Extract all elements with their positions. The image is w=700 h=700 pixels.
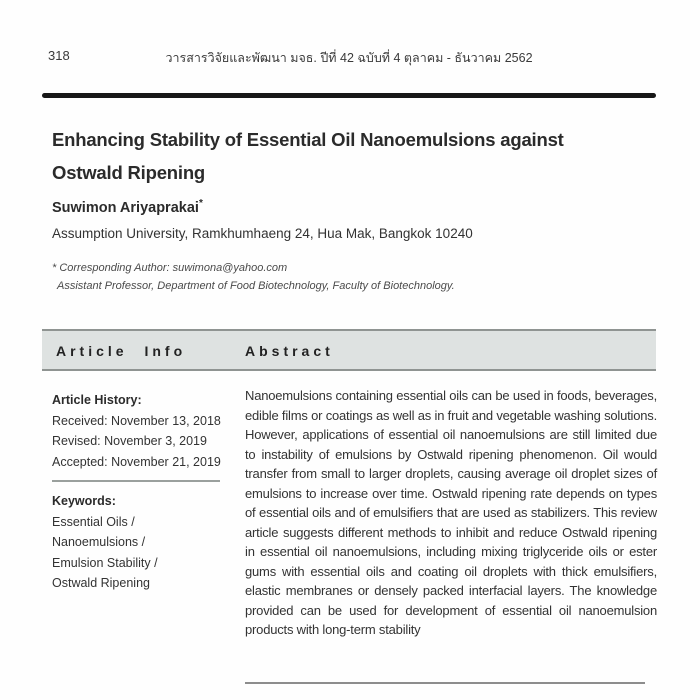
info-divider [52, 480, 220, 482]
abstract-column [245, 386, 657, 640]
article-history-heading: Article History: [52, 393, 142, 407]
journal-header: วารสารวิจัยและพัฒนา มจธ. ปีที่ 42 ฉบับที่ 4 ตุลาคม - ธันวาคม 2562 [165, 51, 533, 65]
history-received: Received: November 13, 2018 [52, 413, 221, 428]
history-revised: Revised: November 3, 2019 [52, 434, 207, 448]
corresponding-author-line: * Corresponding Author: suwimona@yahoo.com [52, 262, 288, 274]
corresponding-author-asterisk: * [198, 198, 203, 209]
keyword-essential-oils: Essential Oils / [52, 514, 135, 529]
history-accepted: Accepted: November 21, 2019 [52, 454, 221, 469]
header-rule [42, 93, 656, 98]
keyword-nanoemulsions: Nanoemulsions / [52, 535, 146, 549]
corresponding-note [52, 259, 455, 295]
article-info-column [52, 390, 244, 594]
abstract-heading: Abstract [245, 343, 334, 359]
author-name-text: Suwimon Ariyaprakai [52, 199, 199, 216]
keyword-emulsion-stability: Emulsion Stability / [52, 555, 158, 570]
abstract-text: Nanoemulsions containing essential oils can be used in foods, beverages, edible films or coatings as well as in fruit and vegetable washing solutions. However, applications of essential oil nanoemulsions are still limited due to instability of emulsions by Ostwald ripening phenomenon. Oil would transfer from small to larger droplets, causing average oil droplet sizes of emulsions to increase over time. Ostwald ripening rate depends on types of essential oils and of emulsifiers that are used as stabilizers. This review article suggests different methods to inhibit and reduce Ostwald ripening in essential oil nanoemulsions, including mixing triglyceride oils or ester gums with essential oils and coating oil droplets with thick emulsifiers, elastic membranes or densely packed interfacial layers. The knowledge provided can be used for development of essential oil nanoemulsion products with long-term stability [245, 388, 657, 637]
author-affiliation: Assumption University, Ramkhumhaeng 24, Hua Mak, Bangkok 10240 [52, 226, 473, 241]
author-name [52, 198, 203, 216]
keyword-ostwald-ripening: Ostwald Ripening [52, 576, 150, 590]
abstract-bottom-rule [245, 682, 645, 684]
page-number: 318 [48, 48, 70, 63]
keywords-heading: Keywords: [52, 494, 116, 508]
section-header-bar [42, 329, 656, 371]
article-title: Enhancing Stability of Essential Oil Nanoemulsions against Ostwald Ripening [52, 129, 564, 183]
author-position-line: Assistant Professor, Department of Food Biotechnology, Faculty of Biotechnology. [57, 280, 455, 292]
article-info-heading: Article Info [56, 343, 187, 359]
